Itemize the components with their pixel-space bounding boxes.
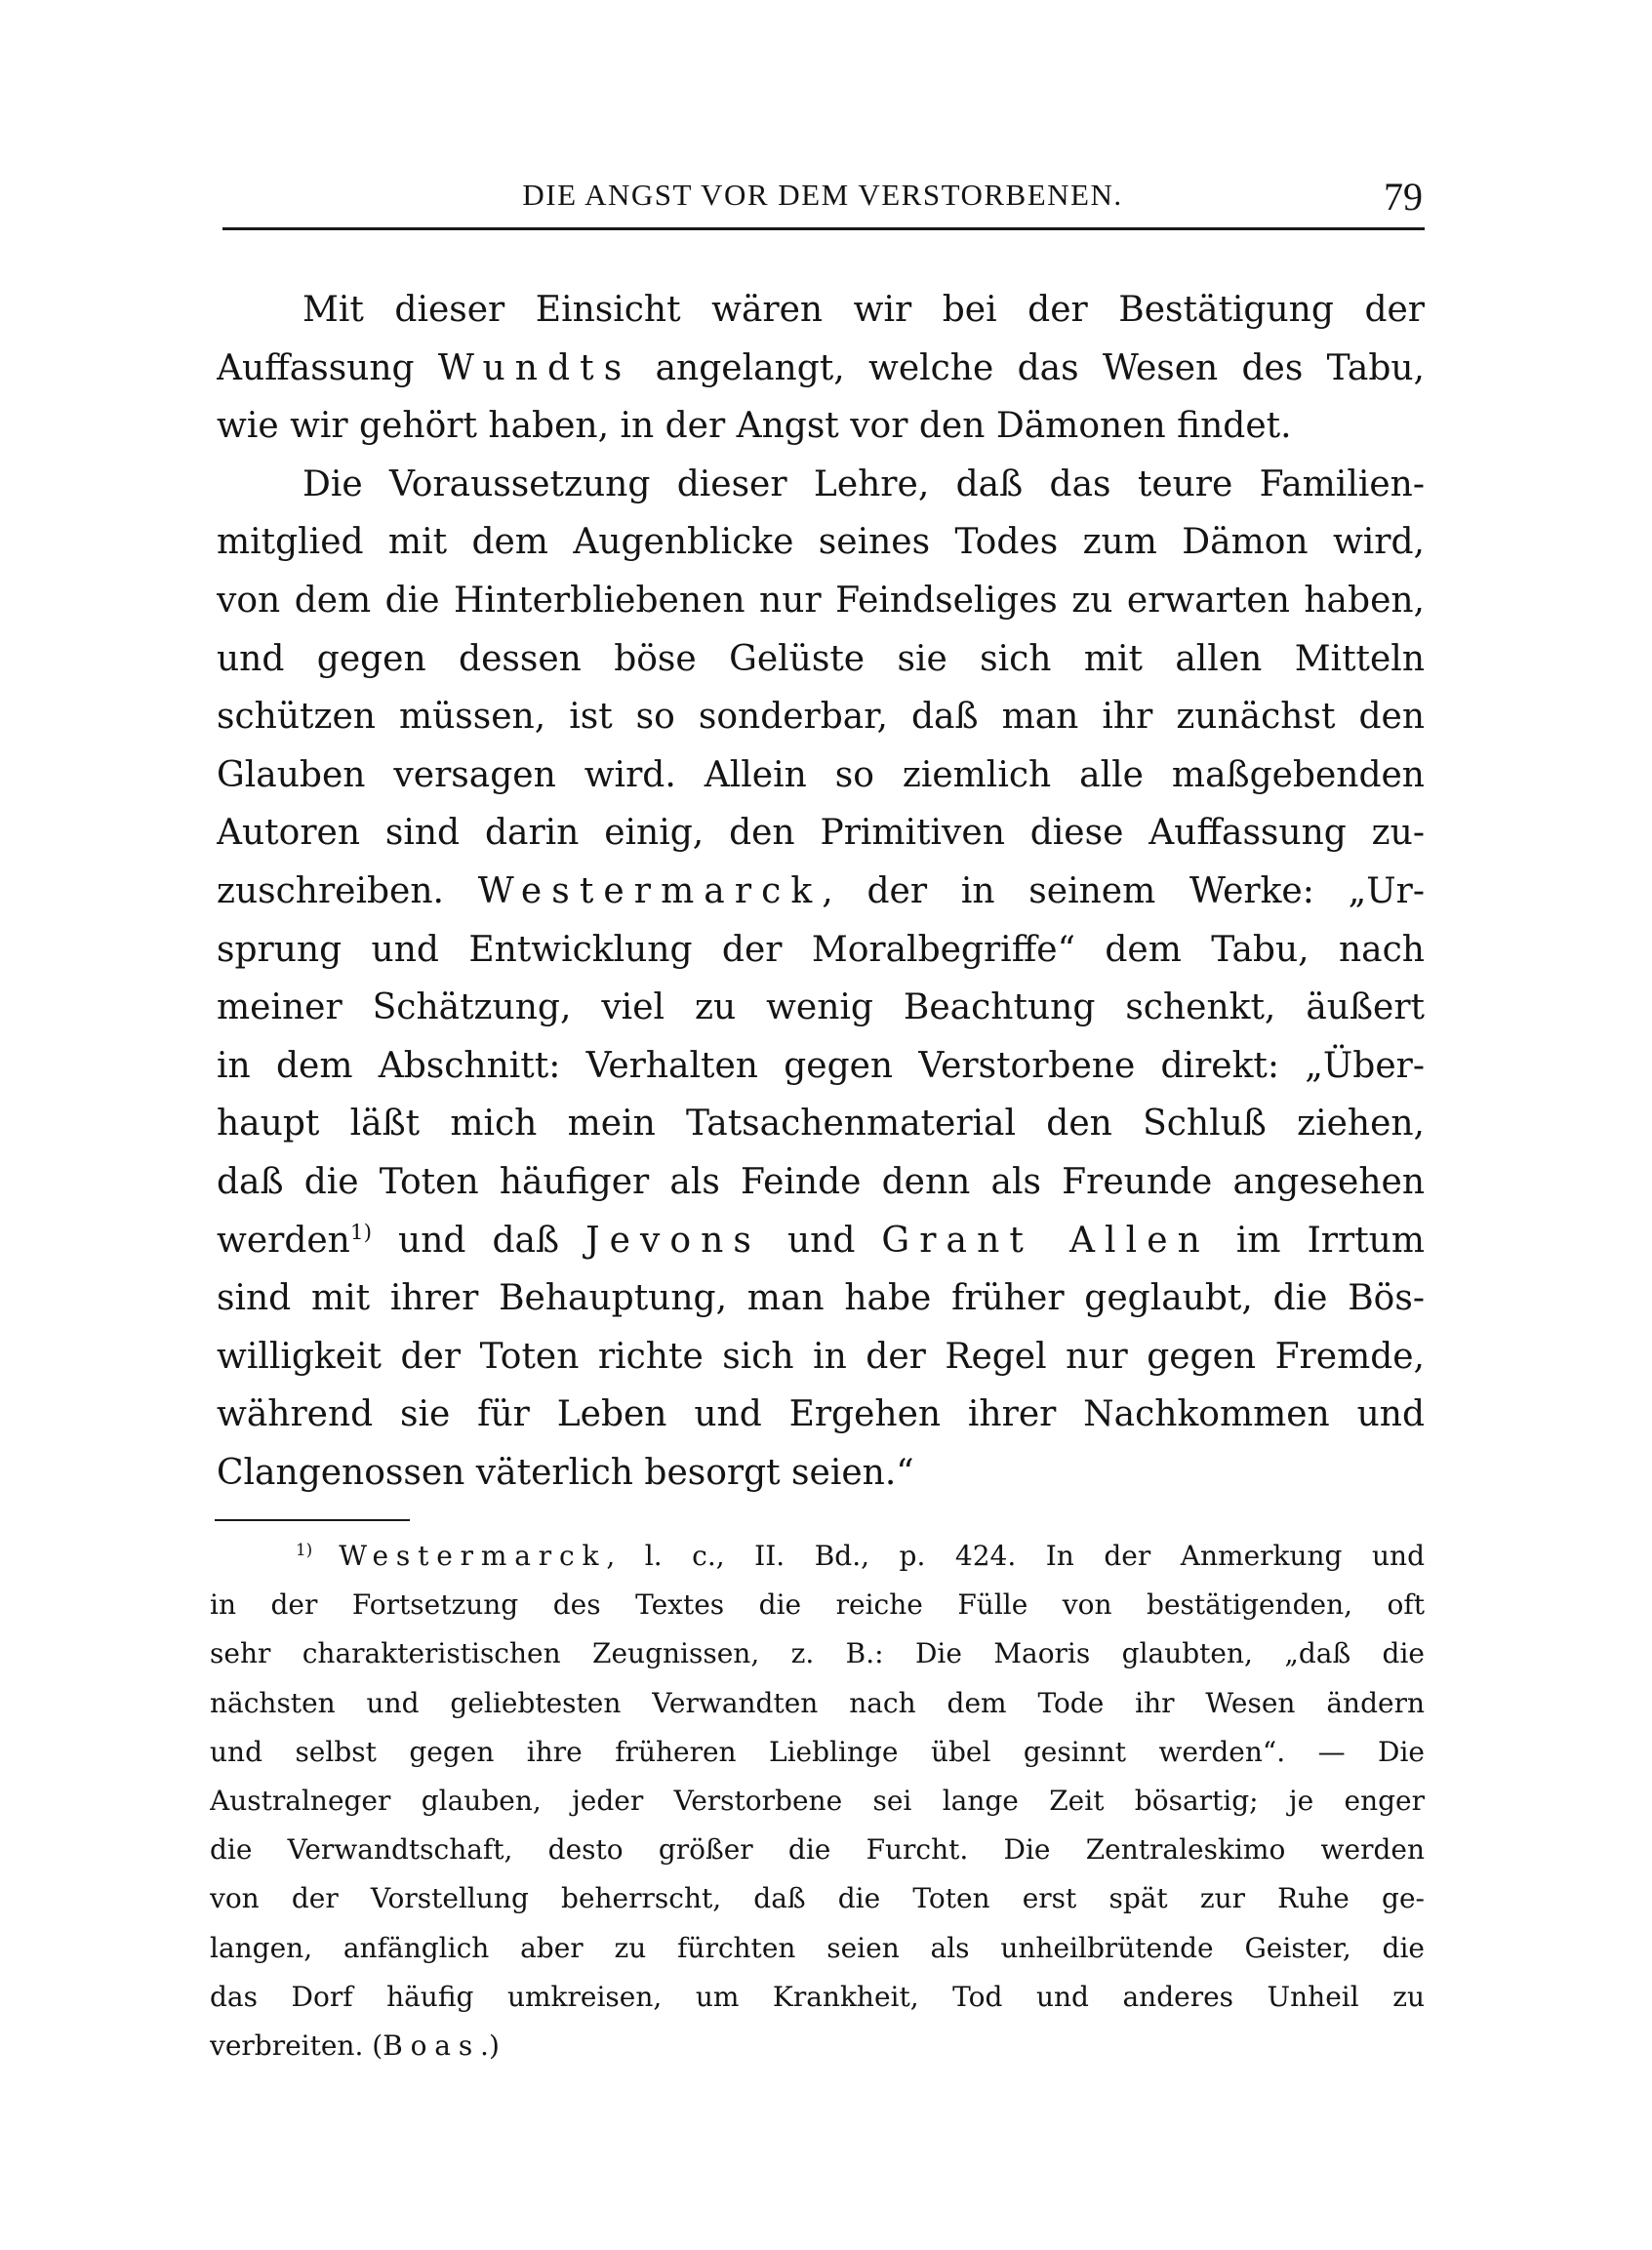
text-line: mitglied mit dem Augenblicke seines Todes zum Dämon wird,	[217, 522, 1425, 563]
text-line: in dem Abschnitt: Verhalten gegen Verstorbene direkt: „Über-	[217, 1045, 1425, 1086]
text-line: haupt läßt mich mein Tatsachenmaterial den Schluß ziehen,	[217, 1104, 1425, 1145]
text-line: sprung und Entwicklung der Moralbegriffe“ dem Tabu, nach	[217, 929, 1425, 970]
footnote-line: die Verwandtschaft, desto größer die Furcht. Die Zentraleskimo werden	[210, 1833, 1425, 1867]
text-line: zuschreiben. Westermarck, der in seinem Werke: „Ur-	[217, 870, 1425, 911]
footnotes	[210, 1532, 1425, 2070]
footnote-line: sehr charakteristischen Zeugnissen, z. B.: Die Maoris glaubten, „daß die	[210, 1637, 1425, 1670]
text-line: Mit dieser Einsicht wären wir bei der Bestätigung der	[302, 290, 1425, 330]
text-line: von dem die Hinterbliebenen nur Feindseliges zu erwarten haben,	[217, 580, 1425, 621]
text-line: während sie für Leben und Ergehen ihrer Nachkommen und	[217, 1394, 1425, 1435]
text-line: daß die Toten häufiger als Feinde denn als Freunde angesehen	[217, 1161, 1425, 1202]
text-line: werden$^{1)}$ und daß Jevons und Grant Allen im Irrtum	[217, 1220, 1425, 1261]
text-line: schützen müssen, ist so sonderbar, daß man ihr zunächst den	[217, 697, 1425, 738]
footnote-line: verbreiten. (Boas.)	[210, 2029, 500, 2062]
footnote-line: und selbst gegen ihre früheren Lieblinge übel gesinnt werden“. — Die	[210, 1735, 1425, 1768]
header-rule	[222, 227, 1425, 230]
text-line: Die Voraussetzung dieser Lehre, daß das teure Familien-	[302, 463, 1425, 504]
running-title: DIE ANGST VOR DEM VERSTORBENEN.	[522, 178, 1123, 212]
running-head	[222, 174, 1423, 222]
text-line: Auffassung Wundts angelangt, welche das Wesen des Tabu,	[217, 347, 1425, 388]
text-line: Autoren sind darin einig, den Primitiven diese Auffassung zu-	[217, 813, 1425, 854]
text-line: Glauben versagen wird. Allein so ziemlich alle maßgebenden	[217, 754, 1425, 795]
text-line: sind mit ihrer Behauptung, man habe früher geglaubt, die Bös-	[217, 1278, 1425, 1319]
footnote-line: das Dorf häufig umkreisen, um Krankheit, Tod und anderes Unheil zu	[210, 1980, 1425, 2013]
footnote-line: nächsten und geliebtesten Verwandten nach dem Tode ihr Wesen ändern	[210, 1686, 1425, 1719]
text-line: willigkeit der Toten richte sich in der Regel nur gegen Fremde,	[217, 1336, 1425, 1377]
text-line: und gegen dessen böse Gelüste sie sich mit allen Mitteln	[217, 638, 1425, 679]
footnote-line: langen, anfänglich aber zu fürchten seien als unheilbrütende Geister, die	[210, 1931, 1425, 1964]
page-number: 79	[1384, 175, 1423, 219]
footnote-rule	[215, 1519, 410, 1521]
footnote-line: in der Fortsetzung des Textes die reiche Fülle von bestätigenden, oft	[210, 1588, 1425, 1622]
footnote-marker: 1)	[296, 1539, 340, 1559]
text-line: wie wir gehört haben, in der Angst vor den Dämonen findet.	[217, 406, 1292, 447]
footnote-line: von der Vorstellung beherrscht, daß die Toten erst spät zur Ruhe ge-	[210, 1882, 1425, 1915]
text-line: Clangenossen väterlich besorgt seien.“	[217, 1452, 914, 1493]
main-text	[217, 281, 1425, 1502]
footnote-line: $^{1)}$ Westermarck, l. c., II. Bd., p. 424. In der Anmerkung und	[296, 1539, 1425, 1572]
footnote-line: Australneger glauben, jeder Verstorbene sei lange Zeit bösartig; je enger	[210, 1784, 1425, 1817]
text-line: meiner Schätzung, viel zu wenig Beachtung schenkt, äußert	[217, 987, 1425, 1028]
